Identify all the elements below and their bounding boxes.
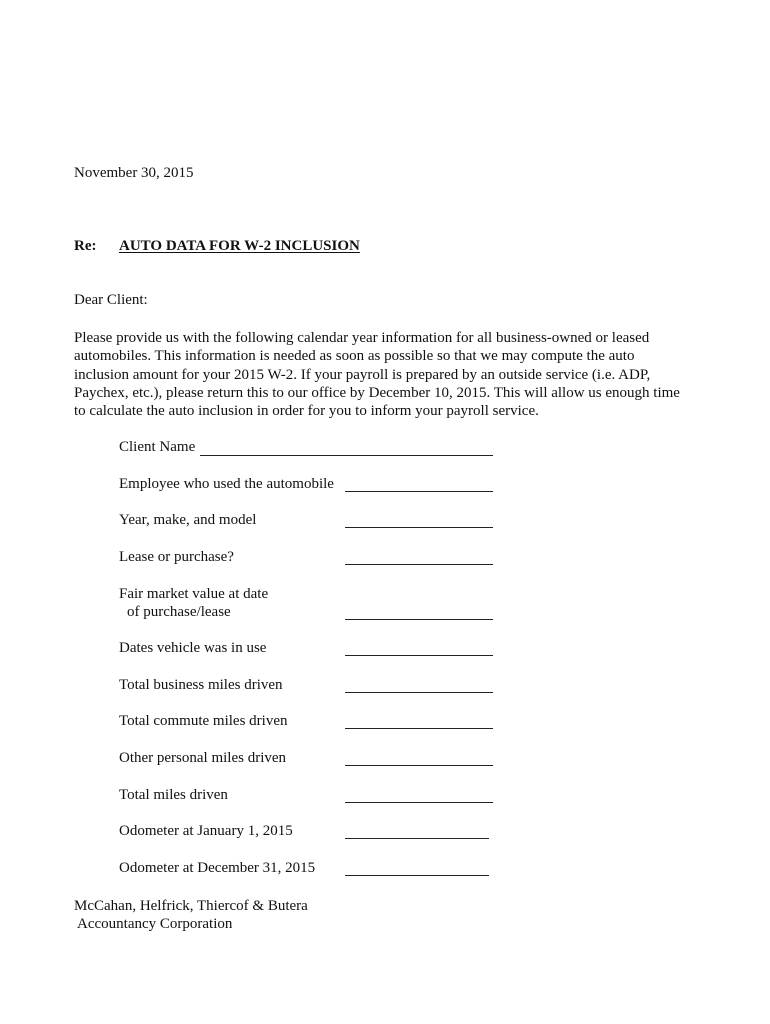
business-miles-label: Total business miles driven (119, 677, 283, 693)
fmv-label-line2: of purchase/lease (127, 604, 231, 620)
employee-label: Employee who used the automobile (119, 476, 334, 492)
odometer-end-label: Odometer at December 31, 2015 (119, 860, 316, 876)
personal-miles-field[interactable] (345, 765, 493, 766)
letter-body (74, 329, 704, 420)
dates-in-use-label: Dates vehicle was in use (119, 640, 267, 656)
body-line: Paychex, etc.), please return this to our office by December 10, 2015. This will allow us enough time (74, 384, 680, 401)
fmv-label-line1: Fair market value at date (119, 586, 269, 602)
firm-type: Accountancy Corporation (77, 916, 233, 932)
lease-or-purchase-label: Lease or purchase? (119, 549, 234, 565)
letter-date: November 30, 2015 (74, 165, 194, 181)
odometer-start-label: Odometer at January 1, 2015 (119, 823, 293, 839)
commute-miles-label: Total commute miles driven (119, 713, 288, 729)
re-subject: AUTO DATA FOR W-2 INCLUSION (119, 238, 360, 254)
re-label: Re: (74, 238, 97, 254)
lease-or-purchase-field[interactable] (345, 564, 493, 565)
dates-in-use-field[interactable] (345, 655, 493, 656)
fmv-field[interactable] (345, 619, 493, 620)
year-make-model-label: Year, make, and model (119, 512, 257, 528)
commute-miles-field[interactable] (345, 728, 493, 729)
signature-block (74, 897, 308, 933)
total-miles-label: Total miles driven (119, 787, 228, 803)
body-line: inclusion amount for your 2015 W-2. If your payroll is prepared by an outside service (i.e. ADP, (74, 366, 651, 383)
body-line: to calculate the auto inclusion in order for you to inform your payroll service. (74, 403, 539, 420)
total-miles-field[interactable] (345, 802, 493, 803)
employee-field[interactable] (345, 491, 493, 492)
odometer-start-field[interactable] (345, 838, 489, 839)
salutation: Dear Client: (74, 292, 148, 308)
personal-miles-label: Other personal miles driven (119, 750, 287, 766)
year-make-model-field[interactable] (345, 527, 493, 528)
business-miles-field[interactable] (345, 692, 493, 693)
body-line: Please provide us with the following calendar year information for all business-owned or leased (74, 330, 650, 346)
firm-name: McCahan, Helfrick, Thiercof & Butera (74, 898, 308, 914)
client-name-label: Client Name (119, 439, 196, 455)
odometer-end-field[interactable] (345, 875, 489, 876)
client-name-field[interactable] (200, 455, 493, 456)
body-line: automobiles. This information is needed as soon as possible so that we may compute the auto (74, 348, 635, 365)
